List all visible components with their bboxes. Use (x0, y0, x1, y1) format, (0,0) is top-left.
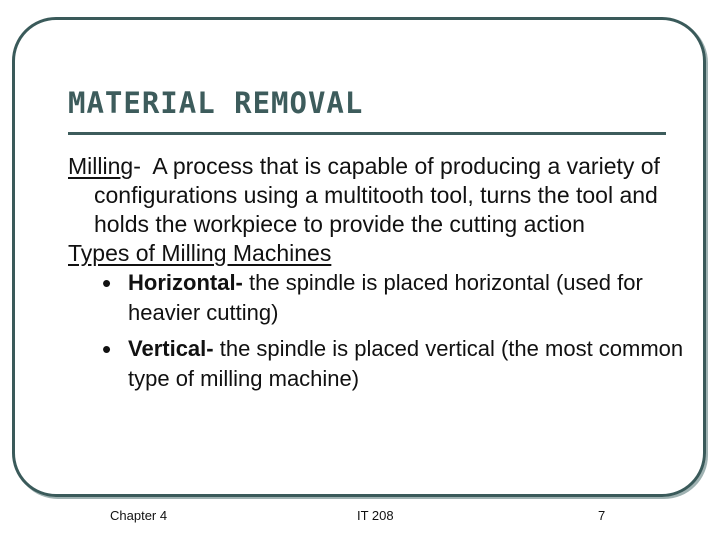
footer-page-number: 7 (598, 508, 606, 523)
milling-description: A process that is capable of producing a variety of configurations using a multitooth tool, turns the tool and holds the workpiece to provide the cutting action (94, 153, 660, 237)
bullet-text-horizontal: the spindle is placed horizontal (used for heavier cutting) (128, 270, 643, 325)
bullet-vertical (102, 334, 688, 394)
milling-paragraph (68, 152, 688, 239)
bullet-text-vertical: the spindle is placed vertical (the most common type of milling machine) (128, 336, 684, 391)
bullet-horizontal (102, 268, 688, 328)
types-heading-line (68, 239, 688, 268)
footer-chapter: Chapter 4 (110, 508, 168, 523)
bullet-term-horizontal: Horizontal- (128, 270, 243, 295)
bullet-dot-icon: • (102, 268, 112, 298)
slide-title: MATERIAL REMOVAL (68, 86, 364, 120)
bullet-term-vertical: Vertical- (128, 336, 214, 361)
types-heading: Types of Milling Machines (68, 240, 332, 266)
bullet-list (68, 268, 688, 394)
slide-body (68, 152, 688, 400)
milling-term: Milling (68, 153, 134, 179)
bullet-dot-icon: • (102, 334, 112, 364)
footer-course: IT 208 (357, 508, 394, 523)
title-divider (68, 132, 666, 135)
milling-dash: - (133, 153, 141, 179)
